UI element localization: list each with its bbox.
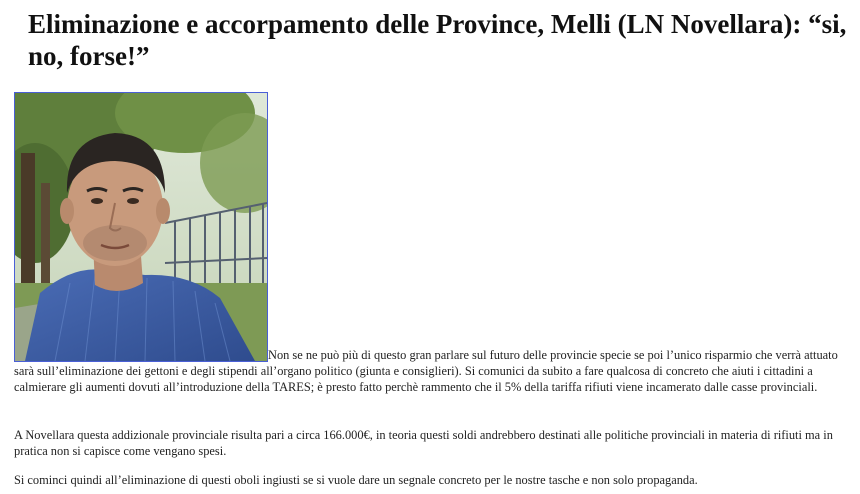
article-paragraph: Si cominci quindi all’eliminazione di questi oboli ingiusti se si vuole dare un segnale concreto per le nostre tasche e non solo propaganda. <box>14 473 698 487</box>
article-paragraph: A Novellara questa addizionale provinciale risulta pari a circa 166.000€, in teoria questi soldi andrebbero destinati alle politiche provinciali in materia di rifiuti ma in pratica non si capisce come vengano spesi. <box>14 428 833 458</box>
article-paragraph: Non se ne può più di questo gran parlare sul futuro delle provincie specie se poi l’unico risparmio che verrà attuato sarà sull’eliminazione dei gettoni e degli stipendi all’organo politico (giunta e consiglieri). Si comunici da subito a fare qualcosa di concreto che aiuti i cittadini a calmierare gli aumenti dovuti all’introduzione della TARES; è presto fatto perchè rammento che il 5% della tariffa rifiuti viene incamerato dalle casse provinciali. <box>14 348 838 394</box>
author-photo <box>14 92 268 362</box>
article-title: Eliminazione e accorpamento delle Province, Melli (LN Novellara): “si, no, forse!” <box>28 9 847 71</box>
